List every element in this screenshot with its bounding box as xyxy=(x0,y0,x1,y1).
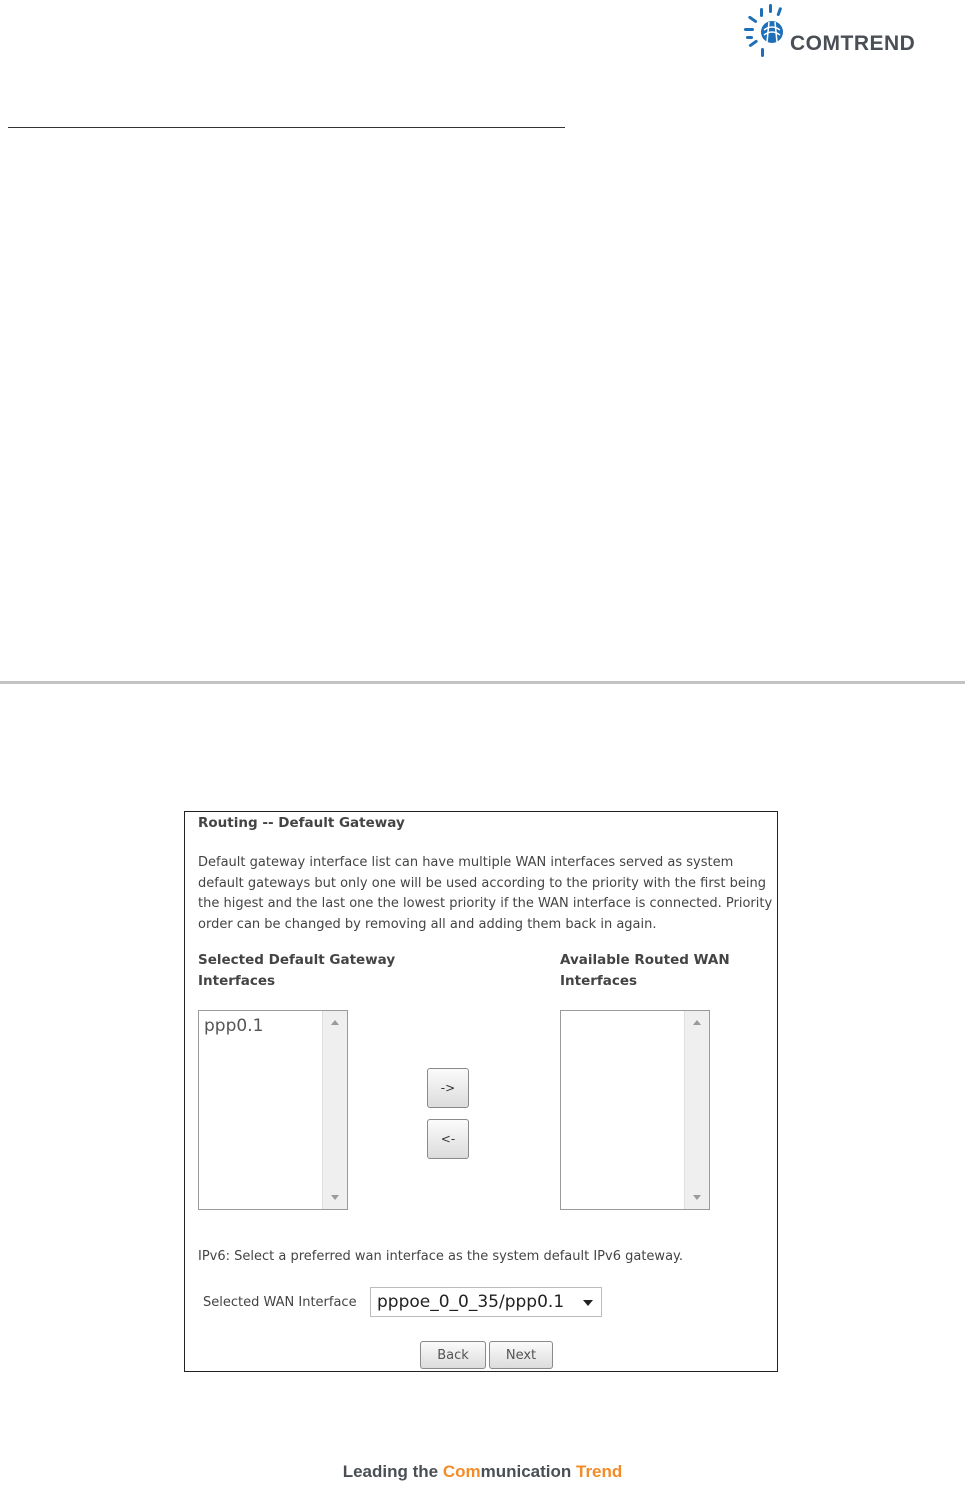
scroll-down-icon[interactable] xyxy=(331,1195,339,1200)
scroll-up-icon[interactable] xyxy=(331,1020,339,1025)
logo-wordmark: COMTREND xyxy=(790,32,916,55)
back-button[interactable]: Back xyxy=(420,1341,486,1369)
wan-interface-value: pppoe_0_0_35/ppp0.1 xyxy=(377,1292,565,1312)
wan-interface-select[interactable] xyxy=(370,1287,602,1317)
page-title: Routing -- Default Gateway xyxy=(198,815,405,831)
footer-part-4: Trend xyxy=(576,1462,623,1481)
routing-default-gateway-panel xyxy=(184,811,778,1372)
page-divider xyxy=(0,681,965,684)
available-wan-header: Available Routed WAN Interfaces xyxy=(560,952,730,989)
available-wan-listbox[interactable] xyxy=(560,1010,710,1210)
wan-interface-label: Selected WAN Interface xyxy=(203,1295,357,1310)
footer-part-1: Leading the xyxy=(342,1462,443,1481)
next-button[interactable]: Next xyxy=(489,1341,553,1369)
selected-gateway-listbox[interactable] xyxy=(198,1010,348,1210)
move-right-button[interactable]: -> xyxy=(427,1068,469,1108)
description-text: Default gateway interface list can have multiple WAN interfaces served as system default gateways but only one will be used according to the priority with the first being the higest and the last one the lowest priority if the WAN interface is connected. Priority order can be changed by removing all and adding them back in again. xyxy=(198,855,773,932)
list-item[interactable]: ppp0.1 xyxy=(204,1016,264,1036)
selected-gateway-header: Selected Default Gateway Interfaces xyxy=(198,952,396,989)
footer-tagline xyxy=(0,1462,965,1482)
header-divider xyxy=(8,127,565,128)
ipv6-note: IPv6: Select a preferred wan interface as the system default IPv6 gateway. xyxy=(198,1249,684,1264)
scrollbar[interactable] xyxy=(684,1011,709,1209)
scrollbar[interactable] xyxy=(322,1011,347,1209)
scroll-up-icon[interactable] xyxy=(693,1020,701,1025)
move-left-button[interactable]: <- xyxy=(427,1119,469,1159)
footer-part-3: munication xyxy=(480,1462,576,1481)
scroll-down-icon[interactable] xyxy=(693,1195,701,1200)
chevron-down-icon[interactable] xyxy=(583,1300,593,1306)
footer-part-2: Com xyxy=(442,1462,481,1481)
